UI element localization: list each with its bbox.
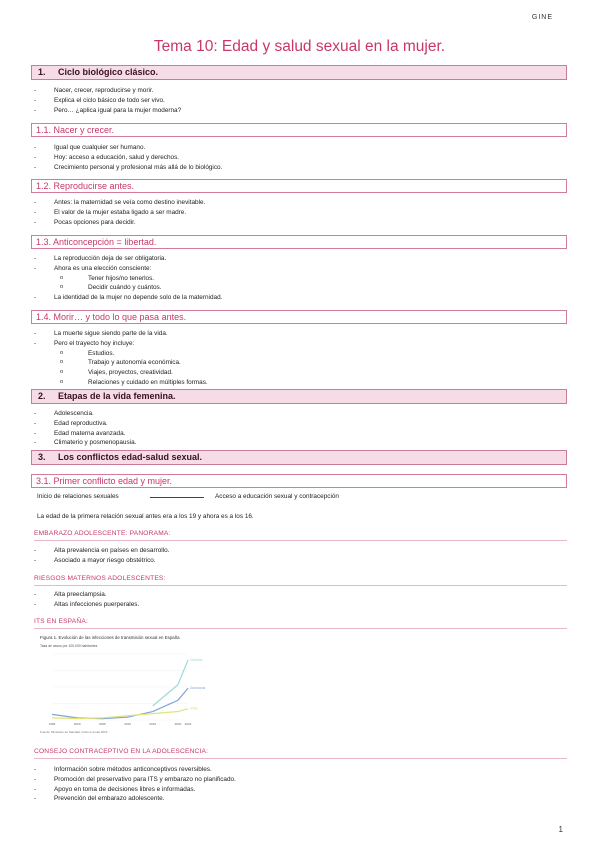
list-item: - Asociado a mayor riesgo obstétrico. [34, 556, 169, 566]
list-item: - Alta prevalencia en países en desarrollo. [34, 546, 169, 556]
list-item: - El valor de la mujer estaba ligado a ser madre. [34, 208, 205, 218]
chart-x-tick-label: 1995 [48, 722, 56, 726]
list-item: - La reproducción deja de ser obligatoria. [34, 254, 222, 264]
first-relation-text: La edad de la primera relación sexual antes era a los 19 y ahora es a los 16. [37, 513, 254, 520]
embarazo-heading: EMBARAZO ADOLESCENTE: PANORAMA: [34, 530, 171, 537]
list-item: - Crecimiento personal y profesional más allá de lo biológico. [34, 163, 222, 173]
header-tag: GINE [531, 14, 553, 21]
chart-series-label: Gonococia [190, 686, 206, 691]
chart-x-tick-label: 2020 [174, 722, 182, 726]
conflict-right-label: Acceso a educación sexual y contracepción [215, 493, 339, 500]
list-item: - Pocas opciones para decidir. [34, 218, 205, 228]
list-item: - Explica el ciclo básico de todo ser vivo. [34, 96, 181, 106]
list-subitem: o Estudios. [34, 349, 208, 359]
chart-x-tick-label: 2015 [149, 722, 157, 726]
list-item: - Alta preeclampsia. [34, 590, 139, 600]
list-item: - Ahora es una elección consciente: [34, 264, 222, 274]
chart-series-label: Clamidia [190, 658, 203, 662]
section-2-heading [31, 389, 567, 404]
page-number: 1 [558, 825, 563, 834]
section-number: 2. [38, 391, 46, 401]
embarazo-list [34, 546, 169, 566]
section-1-1-heading: 1.1. Nacer y crecer. [31, 123, 567, 137]
list-item: - Edad materna avanzada. [34, 429, 136, 439]
chart-series-label: Sífilis [190, 706, 198, 711]
chart-subtitle: Tasa de casos por 100.000 habitantes [40, 644, 98, 648]
its-heading: ITS EN ESPAÑA: [34, 618, 88, 625]
its-chart-svg [38, 632, 218, 736]
riesgos-heading: RIESGOS MATERNOS ADOLESCENTES: [34, 575, 166, 582]
conflict-arrow [150, 497, 204, 498]
section-1-3-list [34, 254, 222, 303]
section-2-list [34, 409, 136, 448]
heading-underline [34, 540, 567, 541]
riesgos-list [34, 590, 139, 610]
section-3-1-heading: 3.1. Primer conflicto edad y mujer. [31, 474, 567, 488]
chart-source: Fuente: Ministerio de Sanidad. Informe anual 2023 [40, 730, 108, 734]
section-number: 1. [38, 67, 46, 77]
list-item: - Información sobre métodos anticonceptivos reversibles. [34, 765, 236, 775]
list-item: - Pero el trayecto hoy incluye: [34, 339, 208, 349]
list-item: - Hoy: acceso a educación, salud y derechos. [34, 153, 222, 163]
list-subitem: o Relaciones y cuidado en múltiples formas. [34, 378, 208, 388]
conflict-left-label: Inicio de relaciones sexuales [37, 493, 119, 500]
list-item: - Altas infecciones puerperales. [34, 600, 139, 610]
list-item: - Antes: la maternidad se veía como destino inevitable. [34, 198, 205, 208]
heading-underline [34, 758, 567, 759]
section-title: Ciclo biológico clásico. [58, 67, 159, 77]
list-subitem: o Decidir cuándo y cuántos. [34, 283, 222, 293]
list-subitem: o Tener hijos/no tenerlos. [34, 274, 222, 284]
section-1-1-list [34, 143, 222, 172]
list-item: - Promoción del preservativo para ITS y embarazo no planificado. [34, 775, 236, 785]
section-title: Etapas de la vida femenina. [58, 391, 176, 401]
heading-underline [34, 628, 567, 629]
section-1-list [34, 86, 181, 115]
list-item: - Pero… ¿aplica igual para la mujer moderna? [34, 106, 181, 116]
chart-x-tick-label: 2022 [184, 722, 192, 726]
its-chart [38, 632, 218, 736]
section-1-4-heading: 1.4. Morir… y todo lo que pasa antes. [31, 310, 567, 324]
section-1-3-heading: 1.3. Anticoncepción = libertad. [31, 235, 567, 249]
list-item: - Edad reproductiva. [34, 419, 136, 429]
list-subitem: o Viajes, proyectos, creatividad. [34, 368, 208, 378]
heading-underline [34, 585, 567, 586]
list-item: - Adolescencia. [34, 409, 136, 419]
consejo-heading: CONSEJO CONTRACEPTIVO EN LA ADOLESCENCIA: [34, 748, 209, 755]
list-subitem: o Trabajo y autonomía económica. [34, 358, 208, 368]
list-item: - Apoyo en toma de decisiones libres e informadas. [34, 785, 236, 795]
list-item: - La identidad de la mujer no depende solo de la maternidad. [34, 293, 222, 303]
section-3-heading [31, 450, 567, 465]
page-title: Tema 10: Edad y salud sexual en la mujer. [153, 38, 446, 55]
section-1-heading [31, 65, 567, 80]
chart-x-tick-label: 2000 [73, 722, 81, 726]
section-title: Los conflictos edad-salud sexual. [58, 452, 203, 462]
list-item: - Igual que cualquier ser humano. [34, 143, 222, 153]
section-1-4-list [34, 329, 208, 388]
section-1-2-heading: 1.2. Reproducirse antes. [31, 179, 567, 193]
chart-title: Figura 1. Evolución de las infecciones de transmisión sexual en España [40, 635, 180, 640]
chart-x-tick-label: 2005 [99, 722, 106, 726]
list-item: - Climaterio y posmenopausia. [34, 438, 136, 448]
list-item: - La muerte sigue siendo parte de la vida. [34, 329, 208, 339]
list-item: - Nacer, crecer, reproducirse y morir. [34, 86, 181, 96]
chart-x-tick-label: 2010 [124, 722, 131, 726]
section-number: 3. [38, 452, 46, 462]
chart-series-line [153, 660, 188, 706]
section-1-2-list [34, 198, 205, 227]
consejo-list [34, 765, 236, 804]
list-item: - Prevención del embarazo adolescente. [34, 794, 236, 804]
